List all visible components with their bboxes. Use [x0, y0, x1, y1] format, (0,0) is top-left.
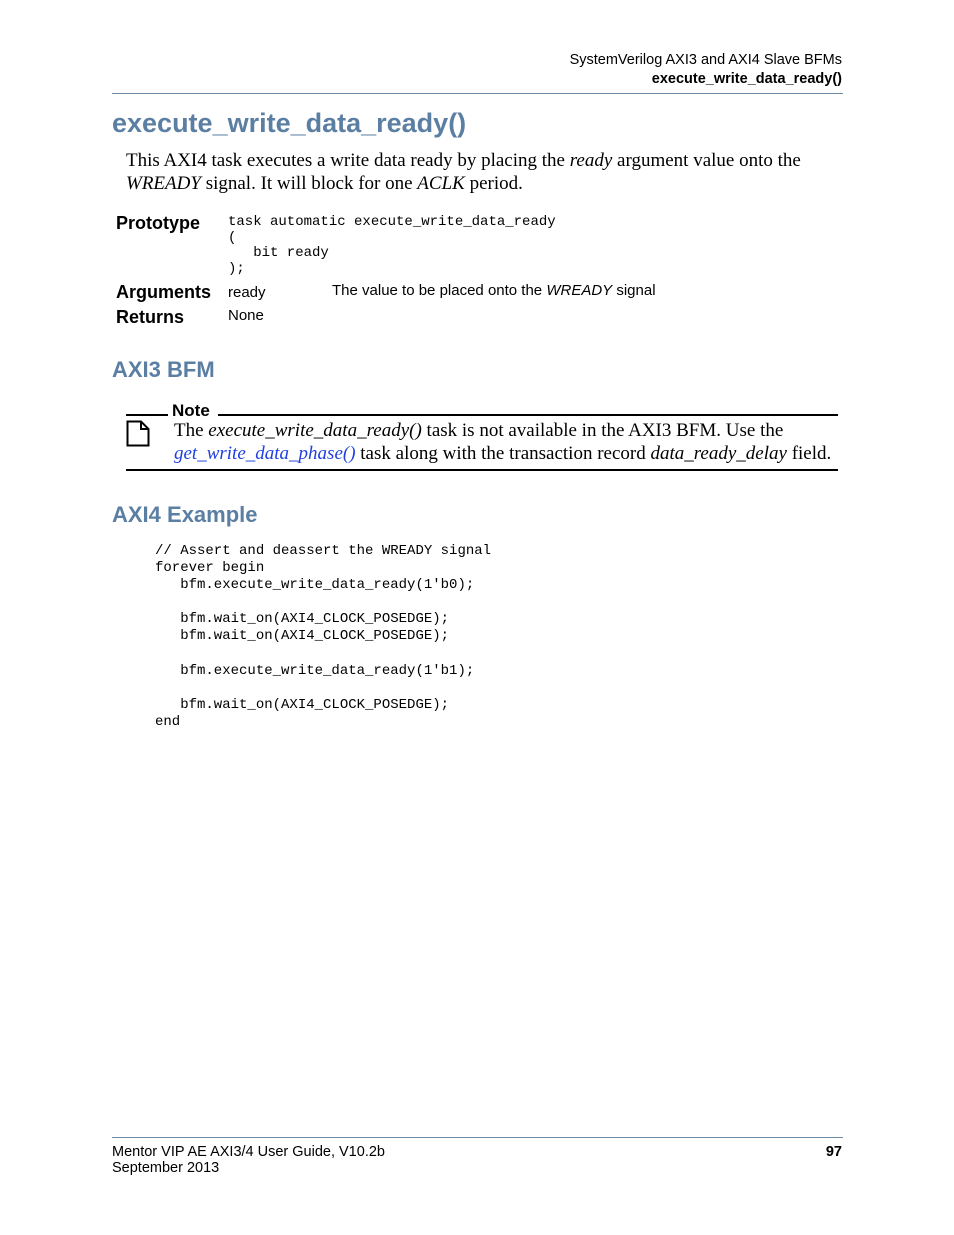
note-text: field.	[786, 443, 832, 464]
intro-wready-term: WREADY	[126, 173, 201, 194]
note-text: task is not available in the AXI3 BFM. Use the	[421, 420, 784, 441]
arguments-label: Arguments	[116, 282, 212, 302]
note-text: The	[174, 420, 209, 441]
argument-desc-text: signal	[612, 282, 656, 299]
header-topic-title: execute_write_data_ready()	[651, 71, 842, 87]
footer-guide-title: Mentor VIP AE AXI3/4 User Guide, V10.2b	[112, 1144, 385, 1160]
axi4-example-heading: AXI4 Example	[112, 502, 258, 527]
note-body	[174, 419, 838, 465]
get-write-data-phase-link[interactable]: get_write_data_phase()	[174, 443, 356, 464]
returns-value: None	[228, 307, 264, 324]
intro-text: signal. It will block for one	[200, 173, 418, 194]
axi3-heading: AXI3 BFM	[112, 357, 215, 382]
intro-aclk-term: ACLK	[417, 173, 465, 194]
argument-description	[332, 282, 656, 299]
argument-desc-signal: WREADY	[546, 282, 613, 299]
header-section-title: SystemVerilog AXI3 and AXI4 Slave BFMs	[569, 52, 842, 68]
intro-text: This AXI4 task executes a write data ready by placing the	[126, 150, 570, 171]
example-code-block: // Assert and deassert the WREADY signal forever begin bfm.execute_write_data_ready(1'b0); bfm.wait_on(AXI4_CLOCK_POSEDGE); bfm.wait_on(AXI4_CLOCK_POSEDGE); bfm.execute_write_data_ready(1'b1); bfm.wait_on(AXI4_CLOCK_POSEDGE); end	[155, 543, 492, 730]
argument-name: ready	[228, 284, 266, 301]
prototype-code: task automatic execute_write_data_ready ( bit ready );	[228, 214, 556, 277]
returns-label: Returns	[116, 307, 185, 327]
note-top-rule	[218, 414, 838, 416]
page-title: execute_write_data_ready()	[112, 108, 467, 138]
intro-text: period.	[464, 173, 523, 194]
note-bottom-rule	[126, 469, 838, 471]
note-top-rule	[126, 414, 168, 416]
note-label: Note	[172, 401, 210, 420]
note-text: task along with the transaction record	[355, 443, 651, 464]
header-divider	[112, 93, 843, 94]
argument-desc-text: The value to be placed onto the	[332, 282, 547, 299]
page-number: 97	[825, 1144, 842, 1160]
footer-date: September 2013	[112, 1160, 220, 1176]
intro-text: argument value onto the	[612, 150, 801, 171]
note-task-name: execute_write_data_ready()	[208, 420, 422, 441]
note-field-name: data_ready_delay	[650, 443, 787, 464]
intro-paragraph	[126, 149, 826, 195]
prototype-label: Prototype	[116, 213, 201, 233]
footer-divider	[112, 1137, 843, 1138]
note-page-icon	[126, 420, 150, 447]
intro-ready-term: ready	[569, 150, 613, 171]
